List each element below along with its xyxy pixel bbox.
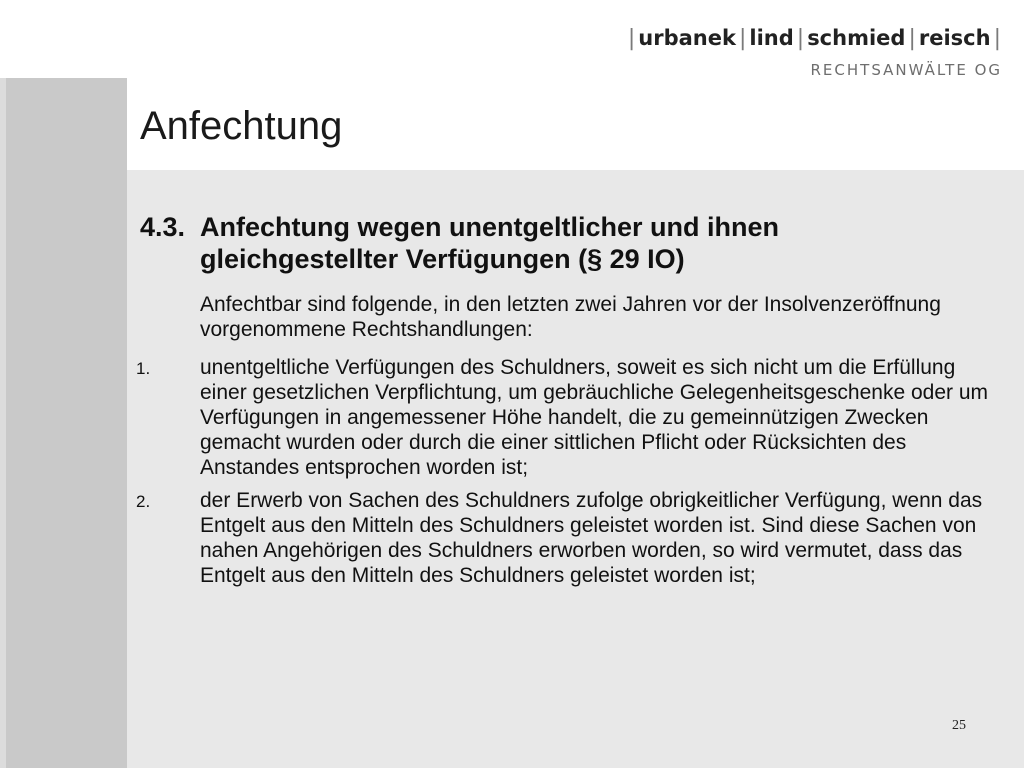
list-item-number: 1. <box>136 359 151 378</box>
firm-logo-names <box>625 26 1004 51</box>
slide-title: Anfechtung <box>140 104 343 148</box>
list-item-text: unentgeltliche Verfügungen des Schuldners, soweit es sich nicht um die Erfüllung einer gesetzlichen Verpflichtung, um gebräuchliche Gelegenheitsgeschenke oder um Verfügungen in angemessener Höhe handelt, die zu gemeinnützigen Zwecken gemacht wurden oder durch die einer sittlichen Pflicht oder Rücksichten des Anstandes entsprochen worden ist; <box>200 356 988 479</box>
list-item-text: der Erwerb von Sachen des Schuldners zufolge obrigkeitlicher Verfügung, wenn das Entgelt aus den Mitteln des Schuldners geleistet worden ist. Sind diese Sachen von nahen Angehörigen des Schuldners erworben worden, so wird vermutet, dass das Entgelt aus den Mitteln des Schuldners geleistet worden ist; <box>200 489 983 587</box>
list-item-2 <box>136 488 996 588</box>
list-item-1 <box>136 355 996 480</box>
firm-logo-subtitle: RECHTSANWÄLTE OG <box>810 61 1002 79</box>
logo-name-schmied: schmied <box>807 26 906 50</box>
numbered-list <box>136 355 996 596</box>
section-heading-text: Anfechtung wegen unentgeltlicher und ihnen gleichgestellter Verfügungen (§ 29 IO) <box>200 212 779 274</box>
logo-name-urbanek: urbanek <box>638 26 736 50</box>
logo-separator: | <box>796 26 805 51</box>
page-number: 25 <box>952 718 966 733</box>
intro-paragraph: Anfechtbar sind folgende, in den letzten zwei Jahren vor der Insolvenzeröffnung vorgenommene Rechtshandlungen: <box>200 293 941 341</box>
logo-separator: | <box>908 26 916 51</box>
firm-logo <box>625 26 1004 79</box>
logo-name-lind: lind <box>749 26 794 50</box>
list-item-number: 2. <box>136 492 151 511</box>
logo-separator: | <box>993 26 1001 51</box>
logo-separator: | <box>627 26 636 51</box>
logo-name-reisch: reisch <box>918 26 991 50</box>
left-sidebar-bar <box>0 78 127 768</box>
left-sidebar-edge <box>0 78 6 768</box>
section-heading <box>140 211 980 275</box>
logo-separator: | <box>738 26 747 51</box>
section-number: 4.3. <box>140 212 186 242</box>
